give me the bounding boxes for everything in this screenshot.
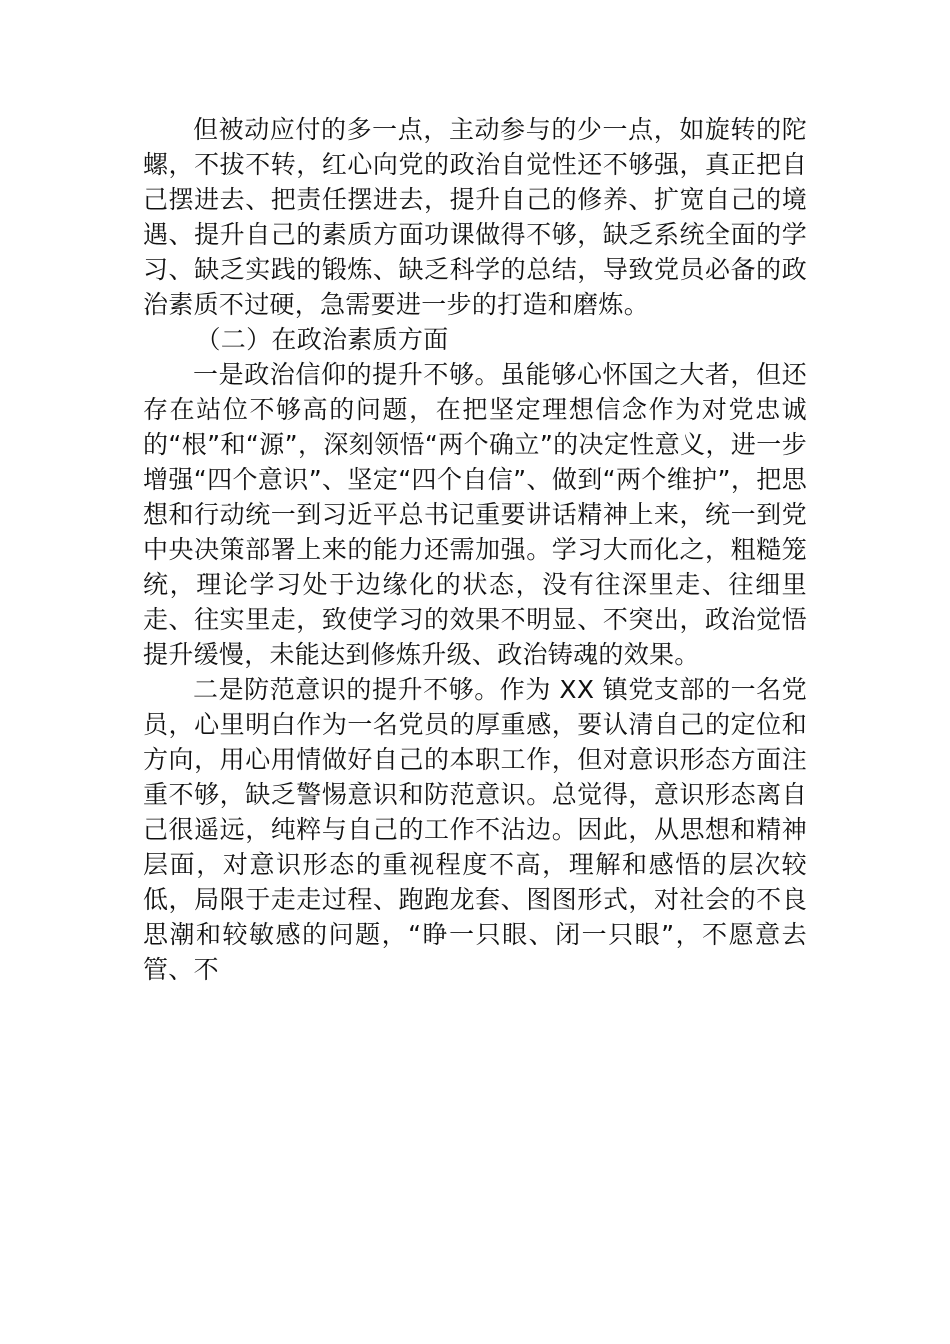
document-body xyxy=(143,112,807,987)
section-heading: （二）在政治素质方面 xyxy=(195,325,449,354)
paragraph-political-belief: 一是政治信仰的提升不够。虽能够心怀国之大者，但还存在站位不够高的问题，在把坚定理想信念作为对党忠诚的“根”和“源”，深刻领悟“两个确立”的决定性意义，进一步增强“四个意识”、坚定“四个自信”、做到“两个维护”，把思想和行动统一到习近平总书记重要讲话精神上来，统一到党中央决策部署上来的能力还需加强。学习大而化之，粗糙笼统，理论学习处于边缘化的状态，没有往深里走、往细里走、往实里走，致使学习的效果不明显、不突出，政治觉悟提升缓慢，未能达到修炼升级、政治铸魂的效果。 xyxy=(143,360,807,669)
paragraph-continuation: 但被动应付的多一点，主动参与的少一点，如旋转的陀螺，不拔不转，红心向党的政治自觉性还不够强，真正把自己摆进去、把责任摆进去，提升自己的修养、扩宽自己的境遇、提升自己的素质方面功课做得不够，缺乏系统全面的学习、缺乏实践的锻炼、缺乏科学的总结，导致党员必备的政治素质不过硬，急需要进一步的打造和磨炼。 xyxy=(143,115,807,319)
paragraph-prevention-awareness: 二是防范意识的提升不够。作为 XX 镇党支部的一名党员，心里明白作为一名党员的厚重感，要认清自己的定位和方向，用心用情做好自己的本职工作，但对意识形态方面注重不够，缺乏警惕意识和防范意识。总觉得，意识形态离自己很遥远，纯粹与自己的工作不沾边。因此，从思想和精神层面，对意识形态的重视程度不高，理解和感悟的层次较低，局限于走走过程、跑跑龙套、图图形式，对社会的不良思潮和较敏感的问题，“睁一只眼、闭一只眼”，不愿意去管、不 xyxy=(143,675,807,984)
